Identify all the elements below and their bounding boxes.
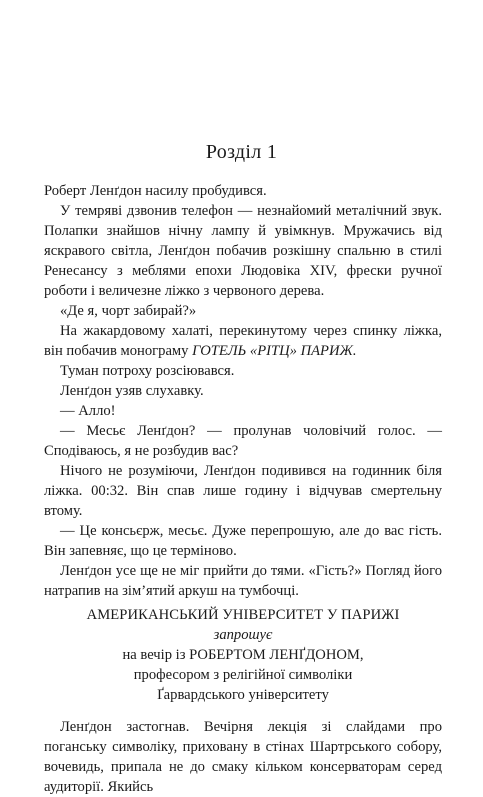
paragraph-text: На жакардовому халаті, перекинутому через спинку ліжка, він побачив монограму: [44, 323, 442, 359]
invitation-invites: запрошує: [213, 627, 273, 643]
body-text: [44, 181, 442, 797]
paragraph: Нічого не розуміючи, Ленґдон подивився на годинник біля ліжка. 00:32. Він спав лише годину і відчував смертельну втому.: [44, 463, 442, 519]
paragraph: [44, 321, 442, 361]
paragraph: Роберт Ленґдон насилу пробудився.: [44, 183, 267, 199]
paragraph: Ленґдон узяв слухавку.: [60, 383, 204, 399]
invitation-harvard: Ґарвардського університету: [157, 687, 329, 703]
paragraph: «Де я, чорт забирай?»: [60, 303, 197, 319]
invitation-event: на вечір із РОБЕРТОМ ЛЕНҐДОНОМ,: [122, 647, 364, 663]
paragraph: Ленґдон застогнав. Вечірня лекція зі слайдами про поганську символіку, приховану в стінах Шартрського собору, вочевидь, припала не до смаку кільком консерваторам серед аудиторії. Якийсь: [44, 719, 442, 795]
paragraph: — Месьє Ленґдон? — пролунав чоловічий голос. — Сподіваюсь, я не розбудив вас?: [44, 423, 442, 459]
paragraph: У темряві дзвонив телефон — незнайомий металічний звук. Полапки знайшов нічну лампу й увімкнув. Мружачись від яскравого світла, Ленґдон побачив розкішну спальню в стилі Ренесансу з меблями епохи Людовіка XIV, фрески ручної роботи і величезне ліжко з червоного дерева.: [44, 203, 442, 299]
invitation-university: АМЕРИКАНСЬКИЙ УНІВЕРСИТЕТ У ПАРИЖІ: [86, 607, 400, 623]
paragraph: Ленґдон усе ще не міг прийти до тями. «Гість?» Погляд його натрапив на зім’ятий аркуш на тумбочці.: [44, 563, 442, 599]
paragraph: — Це консьєрж, месьє. Дуже перепрошую, але до вас гість. Він запевняє, що це терміново.: [44, 523, 442, 559]
paragraph: Туман потроху розсіювався.: [60, 363, 235, 379]
chapter-title: Розділ 1: [205, 141, 278, 163]
paragraph: — Алло!: [60, 403, 116, 419]
invitation-title: професором з релігійної символіки: [133, 667, 353, 683]
invitation-card: [44, 605, 442, 705]
hotel-monogram: ГОТЕЛЬ «РІТЦ» ПАРИЖ.: [192, 343, 357, 359]
